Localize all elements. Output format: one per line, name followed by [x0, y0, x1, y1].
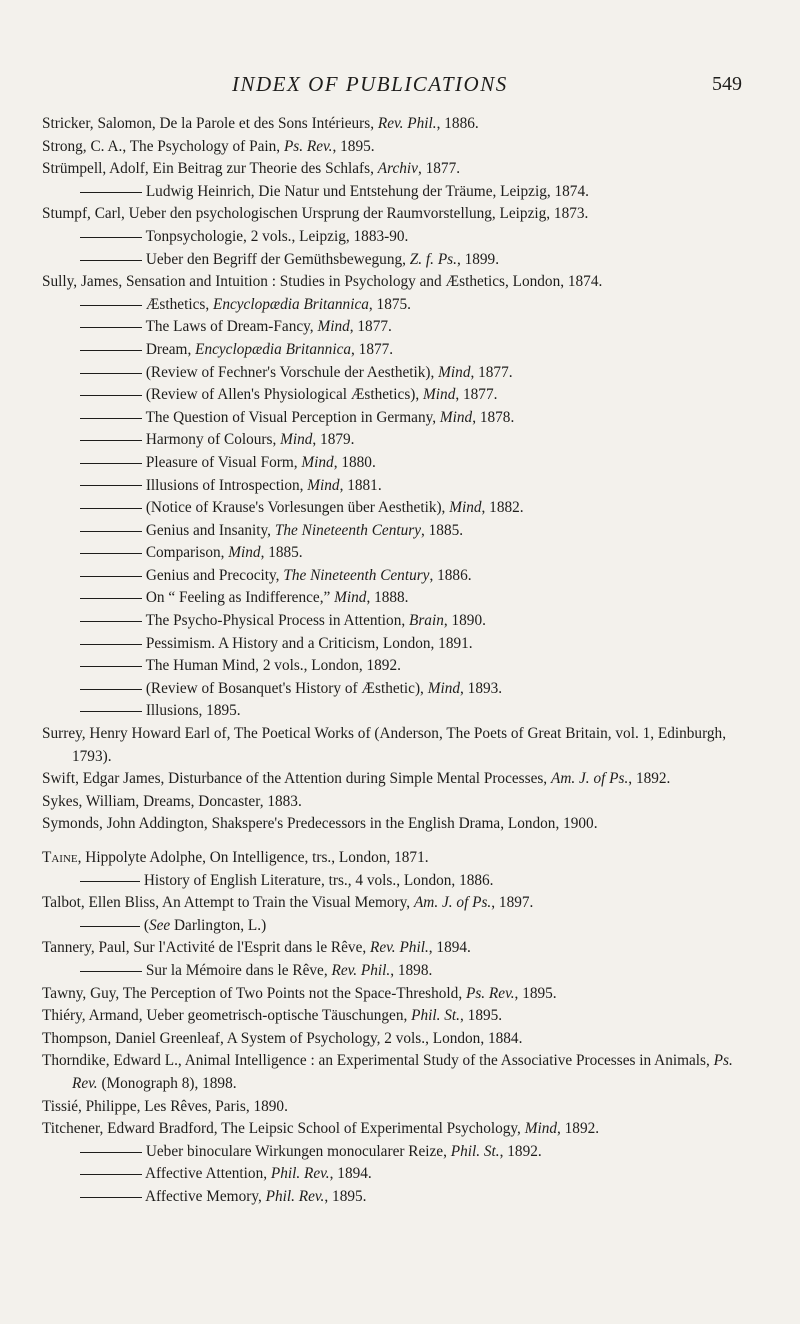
ditto-rule	[80, 192, 142, 193]
ditto-rule	[80, 689, 142, 690]
index-entry: The Question of Visual Perception in Germany, Mind, 1878.	[42, 407, 762, 430]
page-number: 549	[712, 73, 742, 95]
index-entry: Titchener, Edward Bradford, The Leipsic School of Experimental Psychology, Mind, 1892.	[42, 1120, 600, 1138]
index-entry: Affective Attention, Phil. Rev., 1894.	[42, 1163, 762, 1186]
index-entry: Swift, Edgar James, Disturbance of the Attention during Simple Mental Processes, Am. J. of Ps., 1892.	[42, 770, 671, 788]
index-entry: Pleasure of Visual Form, Mind, 1880.	[42, 452, 762, 475]
index-entry: Affective Memory, Phil. Rev., 1895.	[42, 1186, 762, 1209]
ditto-rule	[80, 531, 142, 532]
ditto-rule	[80, 1174, 142, 1175]
index-entry: Symonds, John Addington, Shakspere's Predecessors in the English Drama, London, 1900.	[42, 815, 598, 833]
ditto-rule	[80, 418, 142, 419]
index-entry: Thorndike, Edward L., Animal Intelligence : an Experimental Study of the Associative Processes in Animals, Ps. Rev. (Monograph 8), 1898.	[42, 1052, 733, 1092]
ditto-rule	[80, 598, 142, 599]
index-entry: Sykes, William, Dreams, Doncaster, 1883.	[42, 792, 302, 810]
ditto-rule	[80, 971, 142, 972]
ditto-rule	[80, 260, 142, 261]
index-entry: Illusions of Introspection, Mind, 1881.	[42, 475, 762, 498]
ditto-rule	[80, 926, 140, 927]
ditto-rule	[80, 1152, 142, 1153]
ditto-rule	[80, 373, 142, 374]
index-entry: Harmony of Colours, Mind, 1879.	[42, 429, 762, 452]
index-entry: Æsthetics, Encyclopædia Britannica, 1875.	[42, 294, 762, 317]
index-entry: The Human Mind, 2 vols., London, 1892.	[42, 655, 762, 678]
index-entry: Illusions, 1895.	[42, 700, 762, 723]
index-entry: Taine, Hippolyte Adolphe, On Intelligence, trs., London, 1871.	[42, 849, 429, 866]
ditto-rule	[80, 305, 142, 306]
index-entry: Talbot, Ellen Bliss, An Attempt to Train the Visual Memory, Am. J. of Ps., 1897.	[42, 894, 534, 912]
index-entry: Thompson, Daniel Greenleaf, A System of Psychology, 2 vols., London, 1884.	[42, 1029, 523, 1047]
index-entry: Tawny, Guy, The Perception of Two Points not the Space-Threshold, Ps. Rev., 1895.	[42, 984, 557, 1002]
ditto-rule	[80, 1197, 142, 1198]
index-entry: Ludwig Heinrich, Die Natur und Entstehung der Träume, Leipzig, 1874.	[42, 181, 762, 204]
index-entry: Comparison, Mind, 1885.	[42, 542, 762, 565]
index-entry: Genius and Insanity, The Nineteenth Century, 1885.	[42, 520, 762, 543]
index-entry: Ueber den Begriff der Gemüthsbewegung, Z. f. Ps., 1899.	[42, 249, 762, 272]
index-entry: Pessimism. A History and a Criticism, London, 1891.	[42, 633, 762, 656]
running-title: INDEX OF PUBLICATIONS	[232, 72, 508, 96]
ditto-rule	[80, 508, 142, 509]
section-gap	[42, 836, 762, 847]
index-entry: Stricker, Salomon, De la Parole et des Sons Intérieurs, Rev. Phil., 1886.	[42, 115, 479, 132]
index-entry: Sully, James, Sensation and Intuition : Studies in Psychology and Æsthetics, London, 1874.	[42, 273, 603, 291]
ditto-rule	[80, 440, 142, 441]
index-entry: Tonpsychologie, 2 vols., Leipzig, 1883-90.	[42, 226, 762, 249]
index-entry: Genius and Precocity, The Nineteenth Century, 1886.	[42, 565, 762, 588]
index-entry: (See Darlington, L.)	[42, 915, 762, 938]
index-entry: Surrey, Henry Howard Earl of, The Poetical Works of (Anderson, The Poets of Great Britain, vol. 1, Edinburgh, 1793).	[42, 725, 727, 765]
ditto-rule	[80, 485, 142, 486]
index-entry: Ueber binoculare Wirkungen monocularer Reize, Phil. St., 1892.	[42, 1141, 762, 1164]
ditto-rule	[80, 237, 142, 238]
index-entry: (Review of Allen's Physiological Æsthetics), Mind, 1877.	[42, 384, 762, 407]
ditto-rule	[80, 553, 142, 554]
index-entry: Thiéry, Armand, Ueber geometrisch-optische Täuschungen, Phil. St., 1895.	[42, 1007, 503, 1025]
ditto-rule	[80, 327, 142, 328]
ditto-rule	[80, 463, 142, 464]
ditto-rule	[80, 881, 140, 882]
index-entry: (Notice of Krause's Vorlesungen über Aesthetik), Mind, 1882.	[42, 497, 762, 520]
ditto-rule	[80, 666, 142, 667]
index-entry: (Review of Bosanquet's History of Æsthetic), Mind, 1893.	[42, 678, 762, 701]
index-entry: Sur la Mémoire dans le Rêve, Rev. Phil., 1898.	[42, 960, 762, 983]
index-entry: Tannery, Paul, Sur l'Activité de l'Esprit dans le Rêve, Rev. Phil., 1894.	[42, 939, 471, 957]
index-entry: Stumpf, Carl, Ueber den psychologischen Ursprung der Raumvorstellung, Leipzig, 1873.	[42, 205, 589, 223]
ditto-rule	[80, 621, 142, 622]
ditto-rule	[80, 711, 142, 712]
ditto-rule	[80, 576, 142, 577]
index-entry: The Psycho-Physical Process in Attention, Brain, 1890.	[42, 610, 762, 633]
page-header	[0, 72, 800, 102]
index-entry: Tissié, Philippe, Les Rêves, Paris, 1890.	[42, 1097, 288, 1115]
index-entry: On “ Feeling as Indifference,” Mind, 1888.	[42, 587, 762, 610]
ditto-rule	[80, 350, 142, 351]
index-entry: History of English Literature, trs., 4 vols., London, 1886.	[42, 870, 762, 893]
ditto-rule	[80, 395, 142, 396]
index-entry: The Laws of Dream-Fancy, Mind, 1877.	[42, 316, 762, 339]
index-entry: Dream, Encyclopædia Britannica, 1877.	[42, 339, 762, 362]
index-entries	[42, 113, 762, 1209]
ditto-rule	[80, 644, 142, 645]
index-entry: Strümpell, Adolf, Ein Beitrag zur Theorie des Schlafs, Archiv, 1877.	[42, 160, 461, 178]
index-entry: (Review of Fechner's Vorschule der Aesthetik), Mind, 1877.	[42, 362, 762, 385]
index-entry: Strong, C. A., The Psychology of Pain, Ps. Rev., 1895.	[42, 137, 375, 155]
